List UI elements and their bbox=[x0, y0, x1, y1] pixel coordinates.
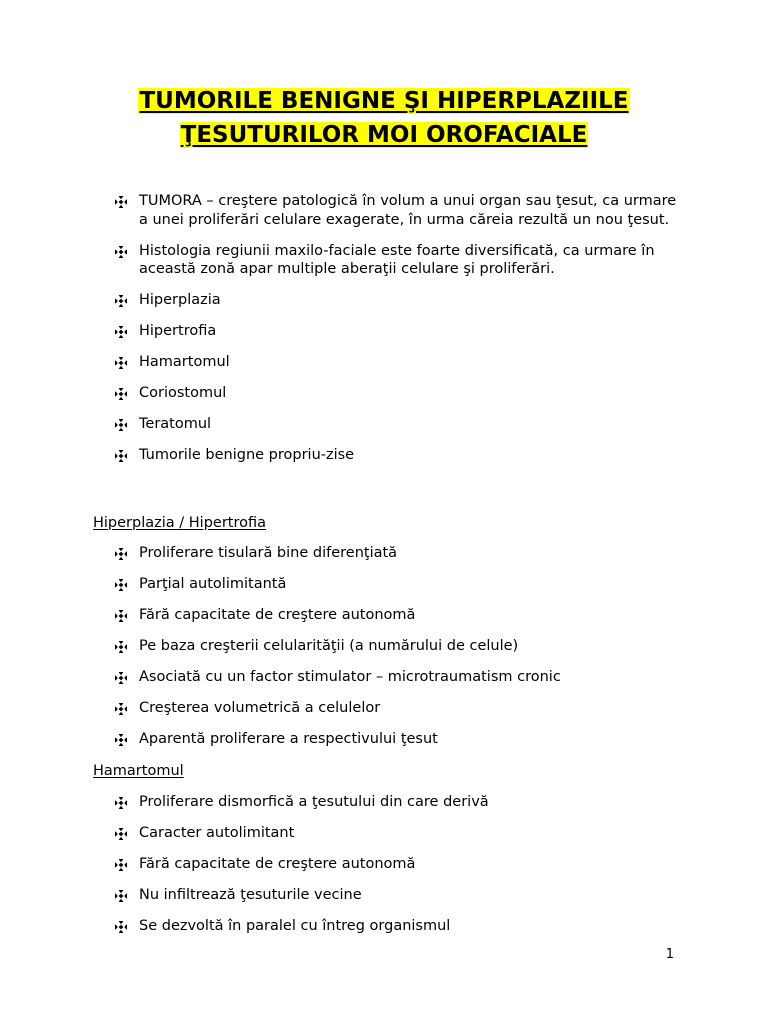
list-item bbox=[0, 730, 768, 749]
diamond-bullet-icon bbox=[115, 734, 127, 746]
diamond-bullet-icon bbox=[115, 196, 127, 208]
diamond-bullet-icon bbox=[115, 548, 127, 560]
page-number: 1 bbox=[665, 947, 674, 962]
list-item bbox=[0, 824, 768, 843]
diamond-bullet-icon bbox=[115, 797, 127, 809]
list-item bbox=[0, 415, 768, 434]
list-item bbox=[0, 917, 768, 936]
hamartomul-list bbox=[0, 793, 768, 948]
list-item bbox=[0, 793, 768, 812]
list-item-text: Coriostomul bbox=[139, 385, 227, 401]
section-heading-hiperplazia: Hiperplazia / Hipertrofia bbox=[93, 515, 267, 531]
diamond-bullet-icon bbox=[115, 828, 127, 840]
list-item-text: Proliferare dismorfică a ţesutului din care derivă bbox=[139, 794, 489, 810]
list-item-text: Teratomul bbox=[139, 416, 212, 432]
diamond-bullet-icon bbox=[115, 703, 127, 715]
list-item-text: Se dezvoltă în paralel cu întreg organismul bbox=[139, 918, 451, 934]
list-item-text: Aparentă proliferare a respectivului ţesut bbox=[139, 731, 438, 747]
list-item-text: Tumorile benigne propriu-zise bbox=[139, 447, 355, 463]
list-item bbox=[0, 192, 768, 229]
diamond-bullet-icon bbox=[115, 326, 127, 338]
list-item bbox=[0, 699, 768, 718]
list-item bbox=[0, 637, 768, 656]
diamond-bullet-icon bbox=[115, 610, 127, 622]
list-item-text: Hipertrofia bbox=[139, 323, 217, 339]
intro-list bbox=[0, 192, 768, 477]
list-item bbox=[0, 606, 768, 625]
title-line-1: TUMORILE BENIGNE ŞI HIPERPLAZIILE bbox=[139, 88, 629, 114]
diamond-bullet-icon bbox=[115, 859, 127, 871]
list-item-text: Proliferare tisulară bine diferenţiată bbox=[139, 545, 398, 561]
diamond-bullet-icon bbox=[115, 357, 127, 369]
diamond-bullet-icon bbox=[115, 921, 127, 933]
document-title bbox=[0, 84, 768, 152]
diamond-bullet-icon bbox=[115, 672, 127, 684]
list-item bbox=[0, 544, 768, 563]
list-item bbox=[0, 291, 768, 310]
title-line-2: ŢESUTURILOR MOI OROFACIALE bbox=[180, 122, 588, 148]
list-item-text: Pe baza creşterii celularităţii (a numărului de celule) bbox=[139, 638, 519, 654]
diamond-bullet-icon bbox=[115, 890, 127, 902]
list-item bbox=[0, 668, 768, 687]
diamond-bullet-icon bbox=[115, 419, 127, 431]
diamond-bullet-icon bbox=[115, 641, 127, 653]
section-heading-hamartomul: Hamartomul bbox=[93, 763, 184, 779]
list-item bbox=[0, 384, 768, 403]
list-item-text: TUMORA – creştere patologică în volum a unui organ sau ţesut, ca urmare a unei proliferări celulare exagerate, în urma căreia rezultă un nou ţesut. bbox=[139, 193, 677, 228]
list-item-text: Parţial autolimitantă bbox=[139, 576, 287, 592]
list-item-text: Fără capacitate de creştere autonomă bbox=[139, 856, 416, 872]
list-item bbox=[0, 242, 768, 279]
list-item-text: Hiperplazia bbox=[139, 292, 221, 308]
list-item-text: Asociată cu un factor stimulator – microtraumatism cronic bbox=[139, 669, 561, 685]
diamond-bullet-icon bbox=[115, 450, 127, 462]
list-item bbox=[0, 353, 768, 372]
list-item bbox=[0, 575, 768, 594]
hiperplazia-list bbox=[0, 544, 768, 761]
list-item-text: Fără capacitate de creştere autonomă bbox=[139, 607, 416, 623]
list-item bbox=[0, 446, 768, 465]
diamond-bullet-icon bbox=[115, 388, 127, 400]
list-item-text: Caracter autolimitant bbox=[139, 825, 295, 841]
list-item bbox=[0, 886, 768, 905]
diamond-bullet-icon bbox=[115, 579, 127, 591]
list-item bbox=[0, 855, 768, 874]
list-item-text: Nu infiltrează ţesuturile vecine bbox=[139, 887, 362, 903]
list-item-text: Hamartomul bbox=[139, 354, 230, 370]
list-item-text: Creşterea volumetrică a celulelor bbox=[139, 700, 381, 716]
diamond-bullet-icon bbox=[115, 246, 127, 258]
list-item-text: Histologia regiunii maxilo-faciale este foarte diversificată, ca urmare în această zonă apar multiple aberaţii celulare şi proliferări. bbox=[139, 242, 655, 277]
list-item bbox=[0, 322, 768, 341]
diamond-bullet-icon bbox=[115, 295, 127, 307]
